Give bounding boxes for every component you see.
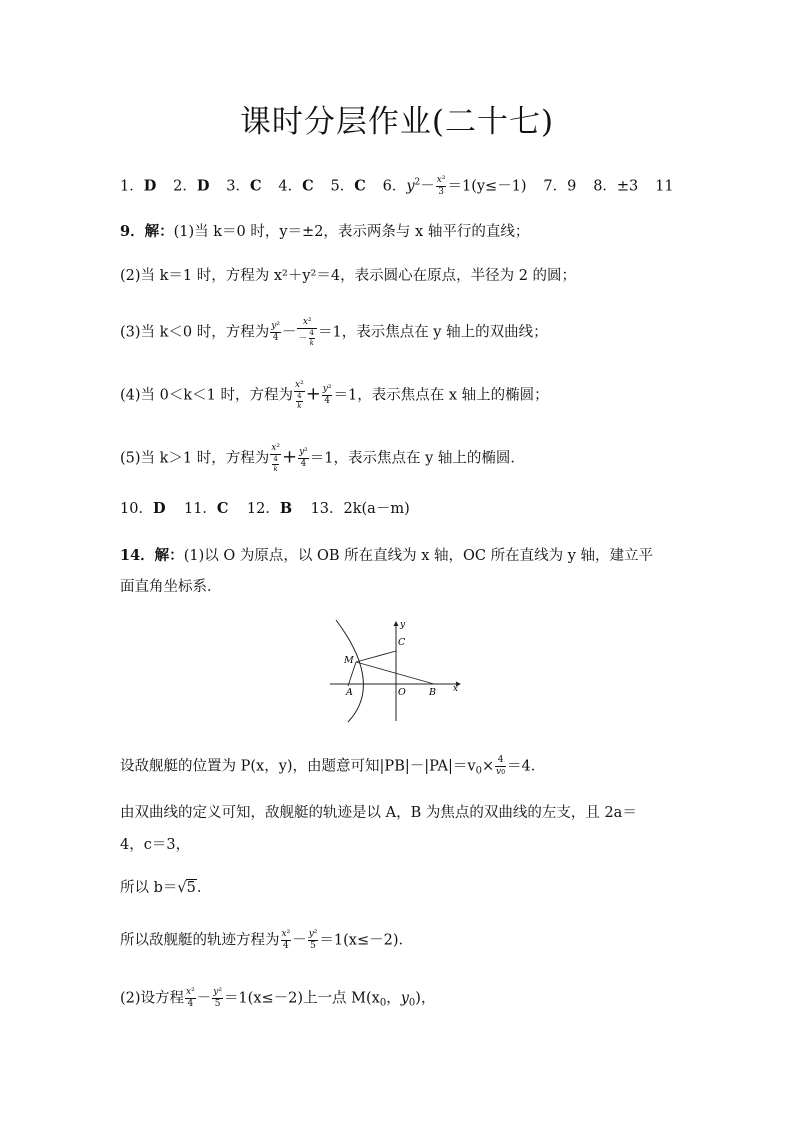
answer-11-value-b: C [216,500,229,517]
q14-setup: 设敌舰艇的位置为 P(x，y)，由题意可知$|PB|-|PA|=v_0\times$ $\frac{4}{v0}$ ＝4． [120,755,546,777]
q14-definition-1: 由双曲线的定义可知，敌舰艇的轨迹是以 A，B 为焦点的双曲线的左支，且 2a＝ [120,805,637,821]
answer-2-value: D [196,177,210,195]
q9-label: 9．解： [120,223,174,240]
hyperbola-branch [336,620,363,722]
label-o: O [398,687,406,698]
answer-1-value: D [143,177,157,195]
answers-line-2 [120,502,410,517]
answers-line-1: 1．D 2．D 3．C 4．C 5．C 6．$y^2-$ $\frac{\text{x²}}{3}$ ＝1(y≤－1) 7．9 8．±3 11 [120,175,674,197]
q14-so-b: 所以 b＝√5． [120,880,212,896]
q9-case-2: (2)当 k＝1 时，方程为 x²＋y²＝4，表示圆心在原点，半径为 2 的圆； [120,268,577,284]
label-c: C [398,637,406,648]
answer-12-number: 12． [246,501,280,517]
answer-11-number: 11． [183,501,217,517]
q9-case-5: (5)当 k＞1 时，方程为 $\frac{\text{x²}}{\frac{4}{k}}$ + $\frac{\text{y²}}{4}$ ＝1，表示焦点在 y 轴上的椭圆． [120,443,525,473]
page-title: 课时分层作业(二十七) [239,104,555,140]
segment-mc [356,651,396,662]
q9-case-1: 9．解：(1)当 k＝0 时，y＝±2，表示两条与 x 轴平行的直线； [120,223,530,240]
sqrt-5: 5 [186,880,196,896]
answer-6-number: 6． [382,178,407,195]
answer-13: 13．2k(a－m) [310,501,410,517]
label-m: M [344,655,354,666]
answer-3-value: C [250,177,262,195]
q9-case-4: (4)当 0＜k＜1 时，方程为 $\frac{\text{x²}}{\frac{4}{k}}$ + $\frac{\text{y²}}{4}$ ＝1，表示焦点在 x 轴上的椭圆； [120,380,549,410]
answer-7: 7．9 [543,178,577,195]
answer-5-number: 5． [330,178,355,195]
answer-4-value: C [302,177,314,195]
coordinate-figure [326,618,466,728]
label-x: x [453,684,459,694]
y-axis-arrow [394,621,399,626]
answer-6-tail: ＝1(y≤－1) [447,178,527,195]
q14-intro-1: 14．解：(1)以 O 为原点，以 OB 所在直线为 x 轴，OC 所在直线为 y 轴，建立平 [120,547,653,564]
answer-6-fraction: $\frac{\text{x²}}{3}$ [436,175,446,197]
label-y: y [400,620,406,630]
q14-part-2: (2)设方程 $\frac{\text{x²}}{4}$ － $\frac{\text{y²}}{5}$ ＝1(x≤－2)上一点 $M(x_0$，$y_0$)， [120,987,436,1009]
answer-10-value: D [152,500,166,517]
q14-definition-2: 4，c＝3， [120,837,191,853]
q14-label: 14．解： [120,547,184,564]
label-b: B [429,687,436,698]
answer-3-number: 3． [226,178,251,195]
label-a: A [346,687,353,698]
answer-1-number: 1． [120,178,144,195]
answer-5-value: C [354,177,366,195]
q14-trajectory: 所以敌舰艇的轨迹方程为 $\frac{\text{x²}}{4}$ － $\frac{\text{y²}}{5}$ ＝1(x≤－2)． [120,929,413,951]
answer-8: 8．±3 [593,178,639,195]
segment-mb [356,662,434,684]
answer-11-value: 11 [655,178,674,195]
q14-intro-2: 面直角坐标系． [120,579,222,595]
answer-2-number: 2． [173,178,197,195]
answer-10-number: 10． [120,501,153,517]
answer-12-value: B [279,500,293,517]
q9-case-3: (3)当 k＜0 时，方程为 $\frac{\text{y²}}{4}$ － x² － $\frac{4}{k}$ ＝1，表示焦点在 y 轴上的双曲线； [120,317,548,347]
answer-4-number: 4． [278,178,303,195]
